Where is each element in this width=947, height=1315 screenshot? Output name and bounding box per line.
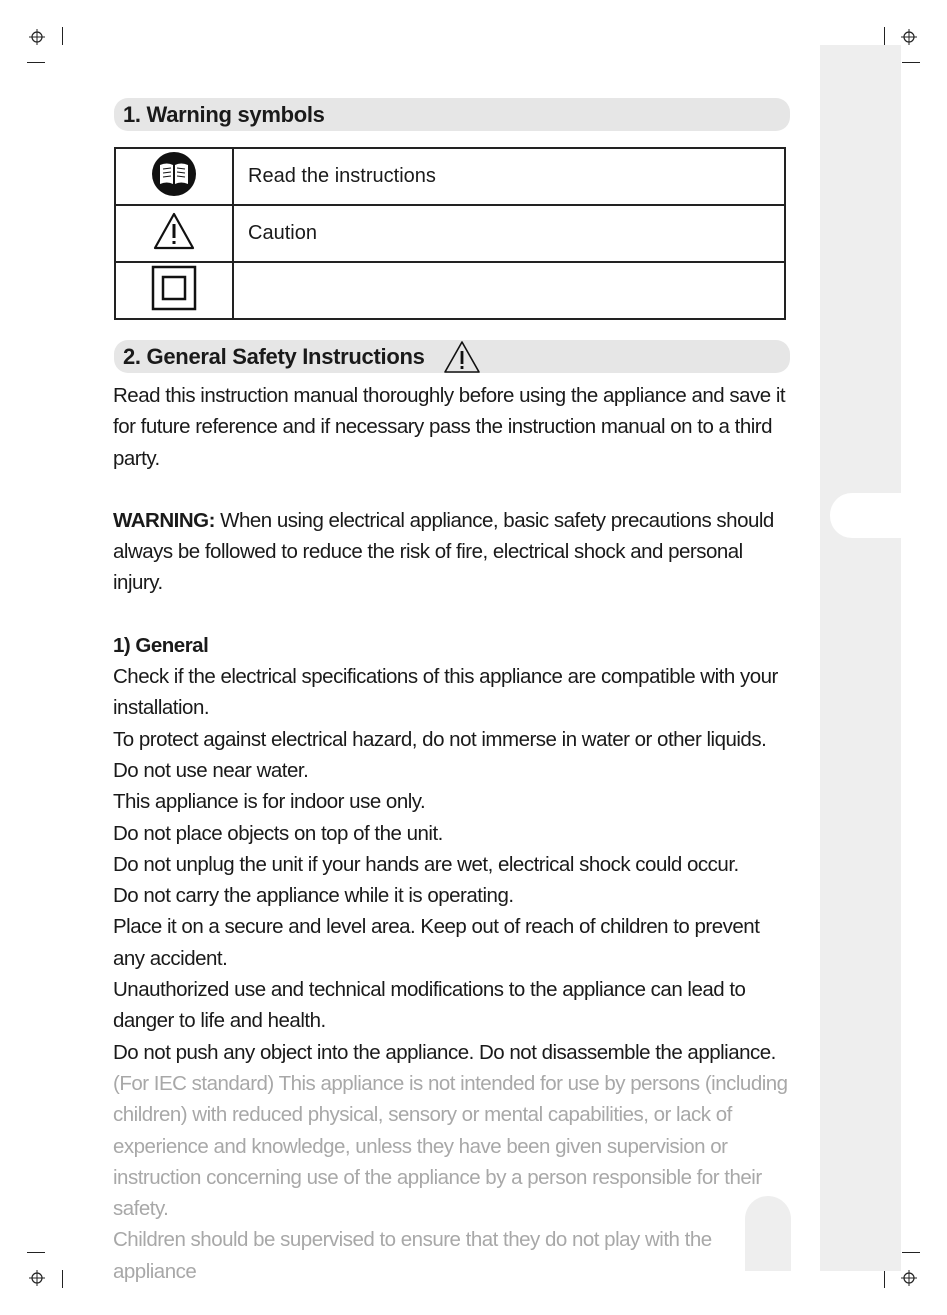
section-general-safety-header: [114, 340, 790, 373]
section-warning-symbols-header: [114, 98, 790, 131]
general-item: Do not place objects on top of the unit.: [113, 821, 443, 845]
warning-symbols-table: [114, 147, 786, 320]
crop-mark-bottom-left-v: [62, 1270, 63, 1288]
symbol-icon-cell: [115, 205, 233, 262]
general-item: Check if the electrical specifications of this appliance are compatible with your installation.: [113, 665, 778, 720]
symbol-row: [115, 148, 785, 205]
intro-paragraph: Read this instruction manual thoroughly before using the appliance and save it for future reference and if necessary pass the instruction manual on to a third party.: [113, 384, 786, 470]
crop-mark-top-right-v: [884, 27, 885, 45]
registration-mark-icon: [901, 1270, 917, 1286]
symbol-icon-cell: [115, 262, 233, 319]
registration-mark-icon: [901, 29, 917, 45]
general-item: This appliance is for indoor use only.: [113, 790, 426, 814]
warning-text: When using electrical appliance, basic safety precautions should always be followed to reduce the risk of fire, electrical shock and personal injury.: [113, 508, 774, 595]
side-strip: [820, 45, 901, 1271]
general-item: Place it on a secure and level area. Keep out of reach of children to prevent any accident.: [113, 915, 760, 970]
class-ii-double-insulation-icon: [151, 265, 197, 311]
symbol-label: Caution: [233, 205, 785, 262]
crop-mark-bottom-right-v: [884, 1270, 885, 1288]
registration-mark-icon: [29, 29, 45, 45]
general-item: To protect against electrical hazard, do not immerse in water or other liquids. Do not use near water.: [113, 727, 767, 782]
symbol-label: Read the instructions: [233, 148, 785, 205]
symbol-label: [233, 262, 785, 319]
faded-item: Children should be supervised to ensure that they do not play with the appliance: [113, 1228, 712, 1283]
general-item: Unauthorized use and technical modifications to the appliance can lead to danger to life and health.: [113, 978, 746, 1033]
symbol-icon-cell: [115, 148, 233, 205]
general-item: Do not unplug the unit if your hands are wet, electrical shock could occur.: [113, 852, 739, 876]
section-title: 1. Warning symbols: [123, 101, 325, 127]
crop-mark-bottom-right: [902, 1252, 920, 1253]
section-title: 2. General Safety Instructions: [123, 343, 425, 369]
general-item: Do not carry the appliance while it is operating.: [113, 884, 514, 908]
registration-mark-icon: [29, 1270, 45, 1286]
crop-mark-top-right: [902, 62, 920, 63]
safety-instructions-body: [113, 380, 793, 1287]
warning-label: WARNING:: [113, 508, 215, 532]
general-item: Do not push any object into the appliance. Do not disassemble the appliance.: [113, 1040, 776, 1064]
caution-triangle-icon: [443, 340, 481, 374]
symbol-row: [115, 262, 785, 319]
symbol-row: [115, 205, 785, 262]
faded-item: (For IEC standard) This appliance is not intended for use by persons (including children) with reduced physical, sensory or mental capabilities, or lack of experience and knowledge, unless they have been given supervision or instruction concerning use of the appliance by a person responsible for their safety.: [113, 1071, 788, 1221]
crop-mark-top-left: [27, 62, 45, 63]
crop-mark-top-left-v: [62, 27, 63, 45]
general-heading: 1) General: [113, 633, 209, 657]
read-instructions-icon: [151, 151, 197, 197]
caution-triangle-icon: [152, 211, 196, 251]
side-language-tab: [830, 493, 901, 538]
crop-mark-bottom-left: [27, 1252, 45, 1253]
warning-paragraph: [113, 505, 793, 599]
